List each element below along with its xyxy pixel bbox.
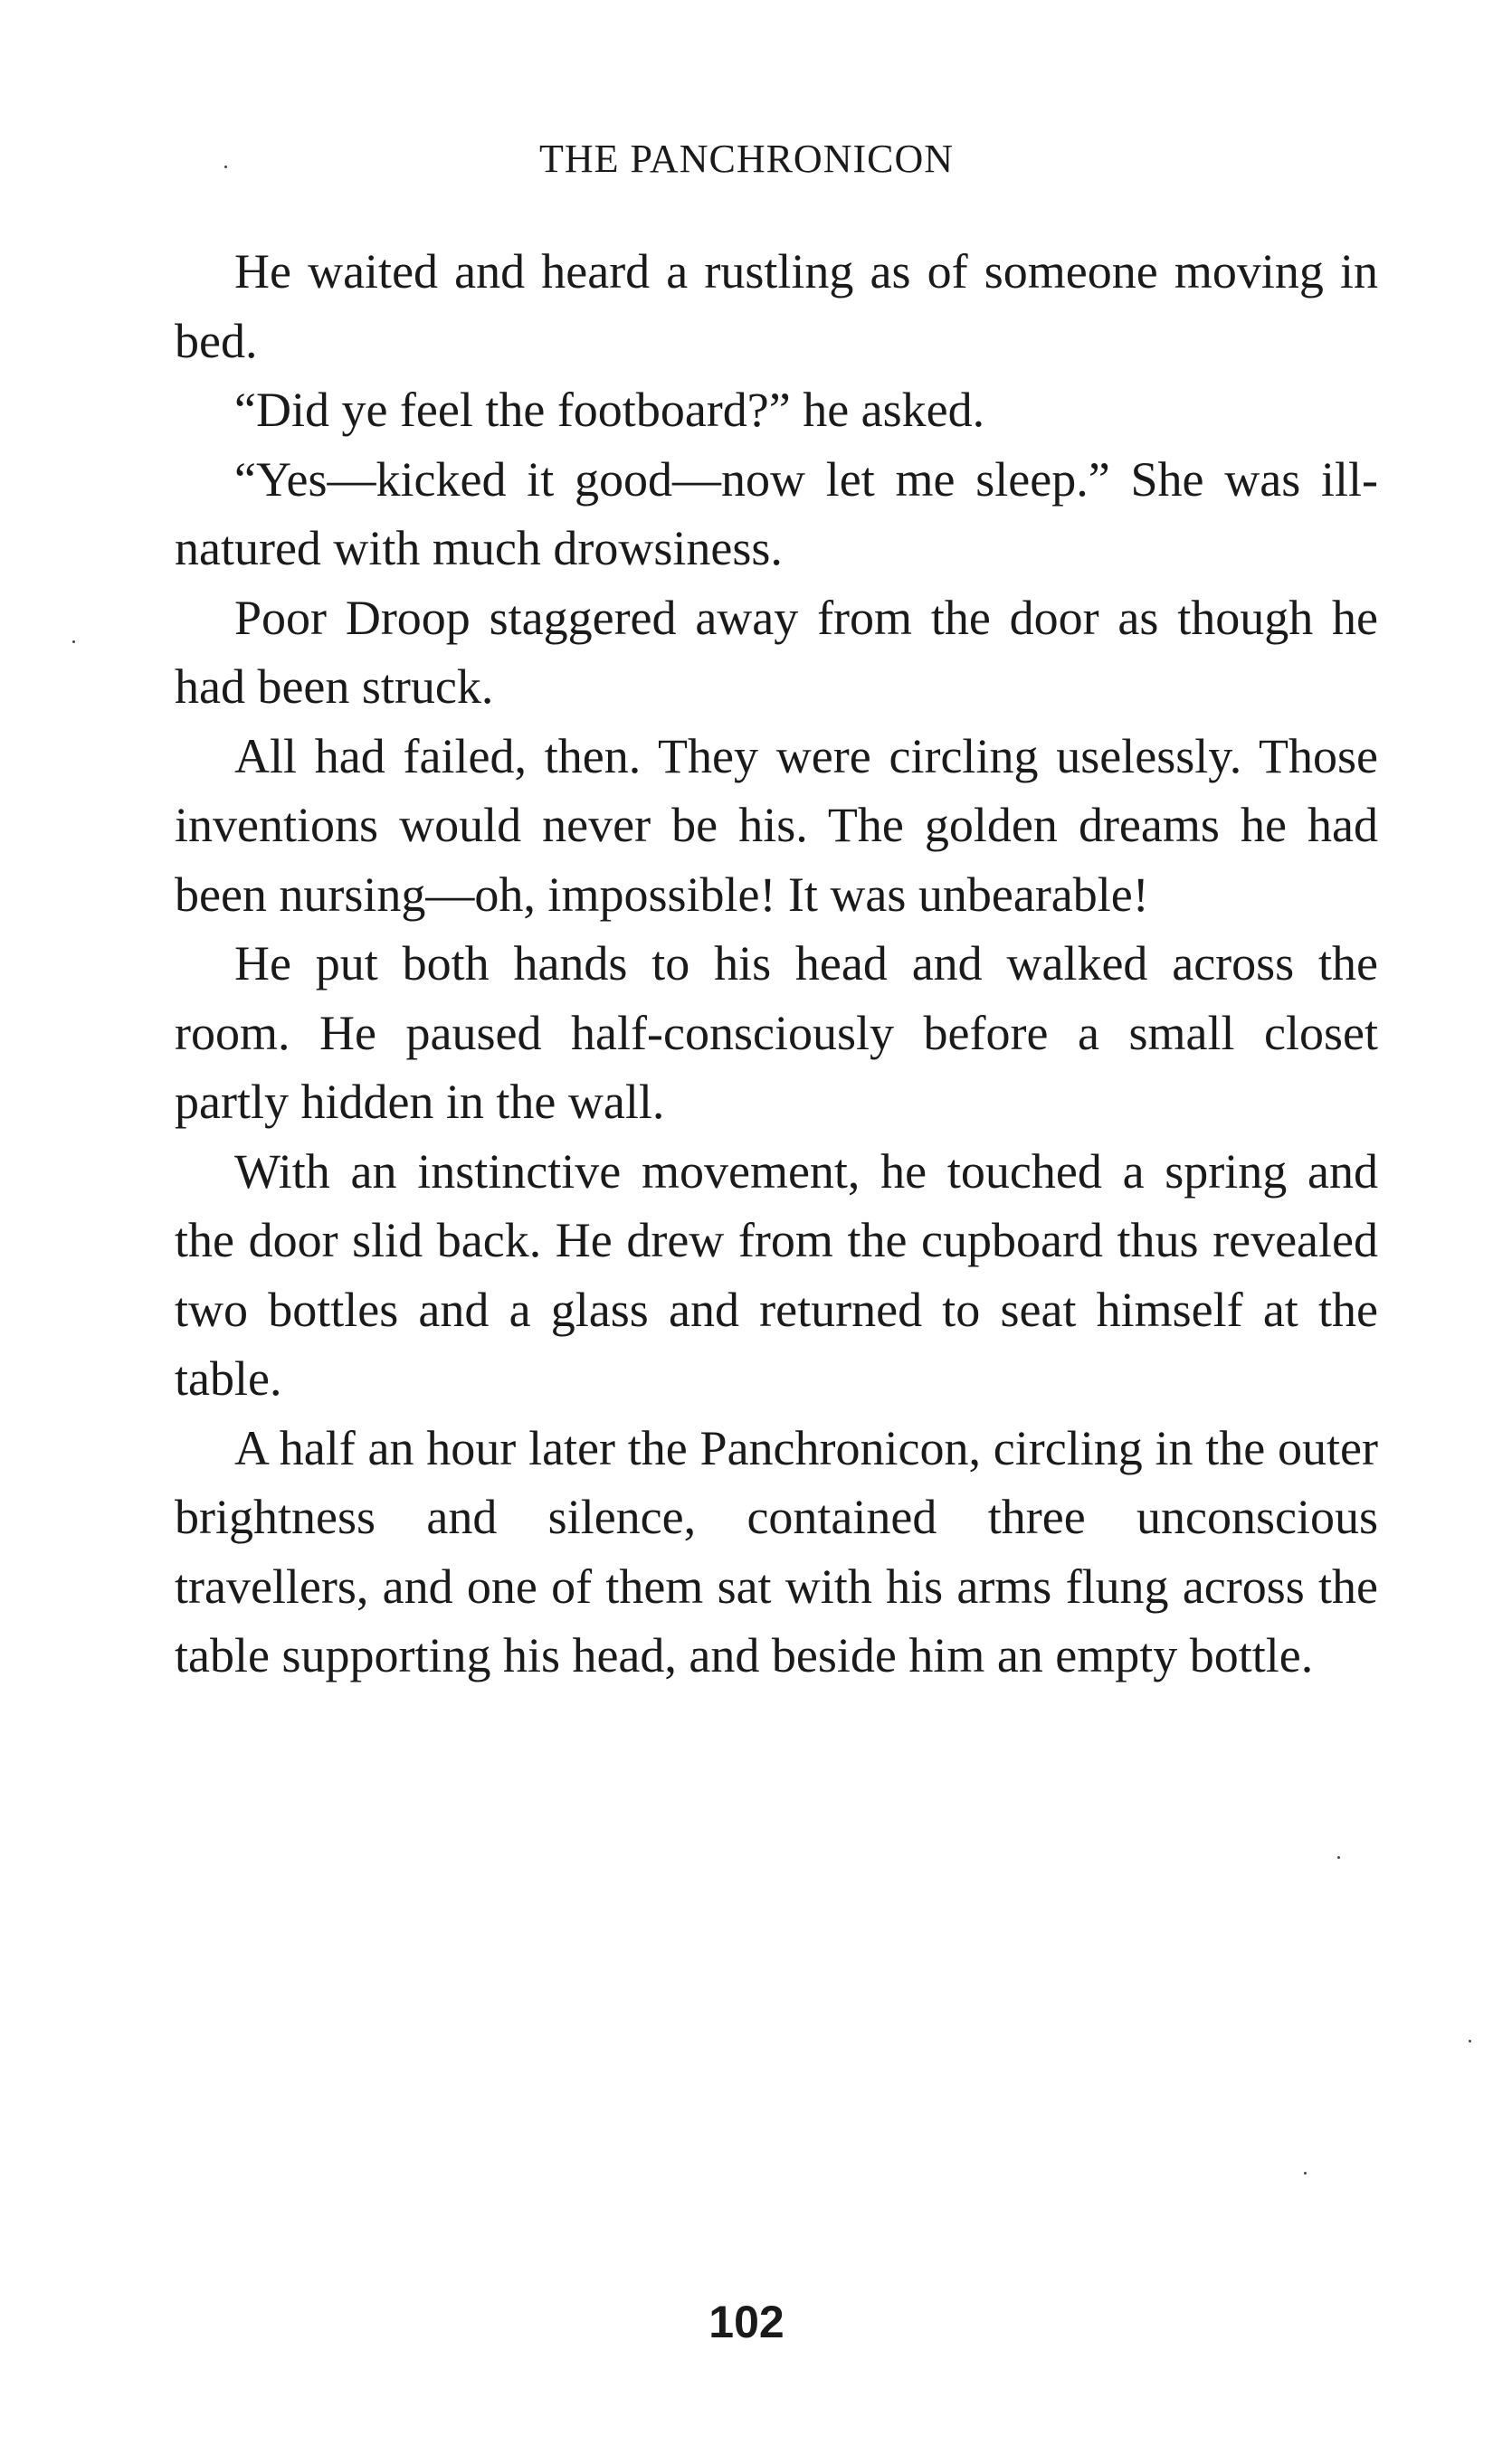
page-number: 102 xyxy=(708,2297,785,2347)
paragraph-7: With an instinctive movement, he touched a spring and the door slid back. He drew from the cupboard thus revealed two bottles and a glass and returned to seat himself at the table. xyxy=(175,1143,1378,1406)
paper-speck xyxy=(1304,2172,1307,2175)
paper-speck xyxy=(1469,2040,1471,2042)
paragraph-8: A half an hour later the Panchronicon, circling in the outer brightness and silence, contained three unconscious travellers, and one of them sat with his arms flung across the table supporting his head, and beside him an empty bottle. xyxy=(175,1420,1378,1682)
paragraph-4: Poor Droop staggered away from the door as though he had been struck. xyxy=(175,590,1378,714)
paper-speck xyxy=(1337,1856,1340,1859)
paragraph-3: “Yes—kicked it good—now let me sleep.” She was ill-natured with much drowsiness. xyxy=(175,451,1378,575)
paragraph-5: All had failed, then. They were circling uselessly. Those inventions would never be his. The golden dreams he had been nursing—oh, impossible! It was unbearable! xyxy=(175,728,1378,922)
paragraph-1: He waited and heard a rustling as of someone moving in bed. xyxy=(175,244,1378,368)
paragraph-6: He put both hands to his head and walked across the room. He paused half-consciously before a small closet partly hidden in the wall. xyxy=(175,936,1378,1129)
paper-speck xyxy=(72,640,75,643)
running-head: THE PANCHRONICON xyxy=(538,137,955,181)
paper-speck xyxy=(224,166,227,168)
paragraph-2: “Did ye feel the footboard?” he asked. xyxy=(234,383,985,437)
body-text xyxy=(175,237,1378,1691)
